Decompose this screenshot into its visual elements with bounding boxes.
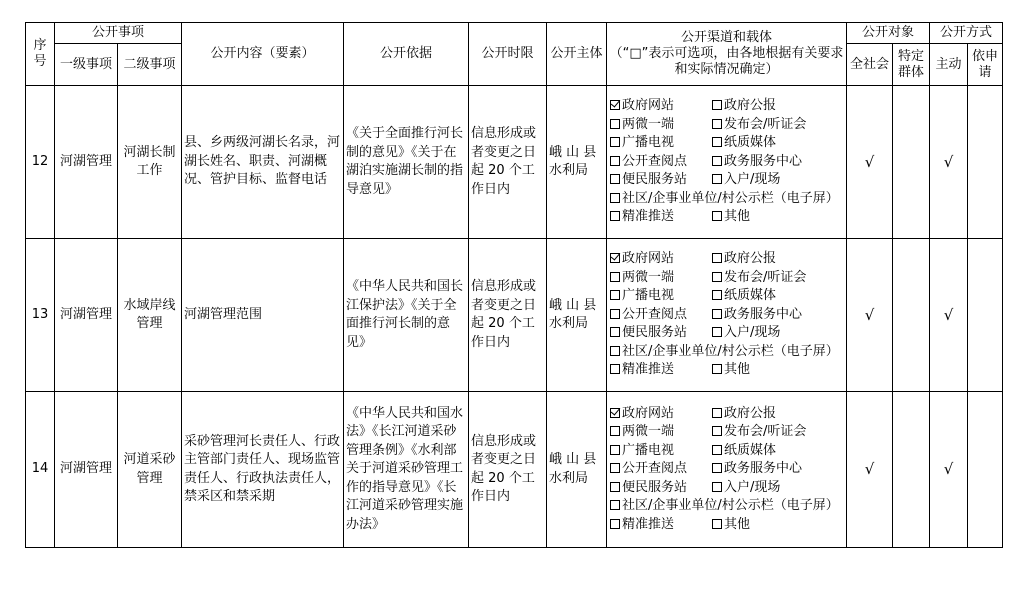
checkbox-icon[interactable] bbox=[712, 364, 722, 374]
channel-line bbox=[610, 97, 843, 116]
row-level2: 河湖长制工作 bbox=[118, 86, 182, 239]
disclosure-table bbox=[25, 22, 1003, 548]
channel-option-label: 入户/现场 bbox=[724, 479, 781, 495]
channel-option-label: 精准推送 bbox=[622, 516, 675, 532]
channel-line bbox=[610, 190, 843, 209]
channel-line bbox=[610, 171, 843, 190]
row-target-group bbox=[893, 239, 930, 392]
channel-option-label: 广播电视 bbox=[622, 288, 675, 304]
checkbox-icon[interactable] bbox=[712, 272, 722, 282]
channel-option[interactable] bbox=[610, 442, 712, 461]
checkbox-icon[interactable] bbox=[610, 290, 620, 300]
channel-option-label: 入户/现场 bbox=[724, 172, 781, 188]
row-target-group bbox=[893, 392, 930, 548]
channel-option[interactable] bbox=[610, 343, 839, 362]
channel-option-label: 公开查阅点 bbox=[622, 306, 688, 322]
channel-line bbox=[610, 153, 843, 172]
channel-line bbox=[610, 516, 843, 535]
checkbox-icon[interactable] bbox=[712, 445, 722, 455]
row-time-limit: 信息形成或者变更之日起 20 个工作日内 bbox=[469, 392, 547, 548]
channel-line bbox=[610, 423, 843, 442]
channel-option-label: 政府公报 bbox=[724, 251, 777, 267]
row-method-apply bbox=[968, 392, 1003, 548]
channel-option[interactable] bbox=[610, 134, 712, 153]
checkbox-icon[interactable] bbox=[610, 272, 620, 282]
checkbox-icon[interactable] bbox=[610, 426, 620, 436]
checkbox-icon[interactable] bbox=[610, 327, 620, 337]
header-basis: 公开依据 bbox=[344, 23, 469, 86]
channel-option[interactable] bbox=[610, 153, 712, 172]
channel-option[interactable] bbox=[712, 250, 776, 269]
row-target-group bbox=[893, 86, 930, 239]
table-header bbox=[26, 23, 1003, 86]
checkbox-icon[interactable] bbox=[610, 445, 620, 455]
header-method-apply: 依申请 bbox=[968, 44, 1003, 86]
channel-option-label: 广播电视 bbox=[622, 135, 675, 151]
channel-option-label: 其他 bbox=[724, 362, 751, 378]
header-seq: 序号 bbox=[26, 23, 55, 86]
row-basis: 《关于全面推行河长制的意见》《关于在湖泊实施湖长制的指导意见》 bbox=[344, 86, 469, 239]
checkbox-icon[interactable] bbox=[712, 253, 722, 263]
checkbox-icon[interactable] bbox=[712, 519, 722, 529]
row-time-limit: 信息形成或者变更之日起 20 个工作日内 bbox=[469, 86, 547, 239]
channel-option-label: 纸质媒体 bbox=[724, 442, 777, 458]
channel-option[interactable] bbox=[712, 97, 776, 116]
row-seq: 13 bbox=[26, 239, 55, 392]
channel-option[interactable] bbox=[610, 250, 712, 269]
checkbox-icon[interactable] bbox=[712, 290, 722, 300]
channel-option[interactable] bbox=[712, 361, 750, 380]
header-target-all: 全社会 bbox=[847, 44, 893, 86]
checked-checkbox-icon[interactable] bbox=[610, 253, 620, 263]
channel-option-label: 两微一端 bbox=[622, 116, 675, 132]
checkbox-icon[interactable] bbox=[712, 119, 722, 129]
channel-option[interactable] bbox=[712, 134, 776, 153]
row-level2: 水域岸线管理 bbox=[118, 239, 182, 392]
row-target-all: √ bbox=[847, 392, 893, 548]
row-target-all: √ bbox=[847, 239, 893, 392]
header-level1: 一级事项 bbox=[55, 44, 118, 86]
channel-line bbox=[610, 361, 843, 380]
channel-line bbox=[610, 479, 843, 498]
checkbox-icon[interactable] bbox=[610, 211, 620, 221]
channel-option-label: 公开查阅点 bbox=[622, 153, 688, 169]
channel-option-label: 社区/企事业单位/村公示栏（电子屏） bbox=[622, 498, 839, 514]
row-seq: 14 bbox=[26, 392, 55, 548]
row-method-active: √ bbox=[930, 86, 968, 239]
table-body bbox=[26, 86, 1003, 548]
channel-option-label: 政府网站 bbox=[622, 98, 675, 114]
channel-line bbox=[610, 405, 843, 424]
channel-option[interactable] bbox=[712, 460, 802, 479]
checkbox-icon[interactable] bbox=[610, 364, 620, 374]
channel-option-label: 便民服务站 bbox=[622, 479, 688, 495]
checkbox-icon[interactable] bbox=[610, 346, 620, 356]
header-channel bbox=[607, 23, 847, 86]
row-channels bbox=[607, 86, 847, 239]
header-content: 公开内容（要素） bbox=[182, 23, 344, 86]
channel-option-label: 公开查阅点 bbox=[622, 461, 688, 477]
checkbox-icon[interactable] bbox=[712, 174, 722, 184]
channel-option-label: 其他 bbox=[724, 209, 751, 225]
channel-option-label: 纸质媒体 bbox=[724, 288, 777, 304]
checkbox-icon[interactable] bbox=[712, 211, 722, 221]
header-method-active: 主动 bbox=[930, 44, 968, 86]
row-level1: 河湖管理 bbox=[55, 239, 118, 392]
channel-option[interactable] bbox=[712, 208, 750, 227]
channel-option-label: 发布会/听证会 bbox=[724, 424, 807, 440]
channel-line bbox=[610, 497, 843, 516]
channel-option-label: 便民服务站 bbox=[622, 325, 688, 341]
channel-option-label: 社区/企事业单位/村公示栏（电子屏） bbox=[622, 343, 839, 359]
channel-option[interactable] bbox=[610, 287, 712, 306]
header-channel-note: （“□”表示可选项，由各地根据有关要求和实际情况确定） bbox=[609, 46, 844, 77]
checkbox-icon[interactable] bbox=[610, 309, 620, 319]
channel-option[interactable] bbox=[610, 306, 712, 325]
channel-option-label: 政府网站 bbox=[622, 405, 675, 421]
header-method: 公开方式 bbox=[930, 23, 1003, 44]
channel-line bbox=[610, 306, 843, 325]
header-channel-title: 公开渠道和载体 bbox=[681, 30, 773, 45]
channel-option-label: 两微一端 bbox=[622, 269, 675, 285]
channel-option[interactable] bbox=[610, 460, 712, 479]
header-target: 公开对象 bbox=[847, 23, 930, 44]
checkbox-icon[interactable] bbox=[712, 309, 722, 319]
row-level2: 河道采砂管理 bbox=[118, 392, 182, 548]
channel-option-label: 政府公报 bbox=[724, 405, 777, 421]
channel-option[interactable] bbox=[712, 269, 806, 288]
row-subject: 峨 山 县水利局 bbox=[547, 86, 607, 239]
channel-option-label: 政府公报 bbox=[724, 98, 777, 114]
channel-option[interactable] bbox=[610, 423, 712, 442]
channel-option[interactable] bbox=[712, 153, 802, 172]
table-row bbox=[26, 86, 1003, 239]
row-content: 县、乡两级河湖长名录，河湖长姓名、职责、河湖概况、管护目标、监督电话 bbox=[182, 86, 344, 239]
row-seq: 12 bbox=[26, 86, 55, 239]
channel-line bbox=[610, 442, 843, 461]
channel-option[interactable] bbox=[712, 405, 776, 424]
checkbox-icon[interactable] bbox=[712, 408, 722, 418]
checkbox-icon[interactable] bbox=[610, 482, 620, 492]
checkbox-icon[interactable] bbox=[610, 463, 620, 473]
channel-option[interactable] bbox=[610, 361, 712, 380]
channel-option-label: 发布会/听证会 bbox=[724, 116, 807, 132]
row-method-active: √ bbox=[930, 239, 968, 392]
row-basis: 《中华人民共和国水法》《长江河道采砂管理条例》《水利部关于河道采砂管理工作的指导意见》《长江河道采砂管理实施办法》 bbox=[344, 392, 469, 548]
channel-line bbox=[610, 324, 843, 343]
channel-option[interactable] bbox=[610, 190, 839, 209]
row-channels bbox=[607, 392, 847, 548]
row-time-limit: 信息形成或者变更之日起 20 个工作日内 bbox=[469, 239, 547, 392]
row-level1: 河湖管理 bbox=[55, 86, 118, 239]
checkbox-icon[interactable] bbox=[712, 100, 722, 110]
channel-option-label: 社区/企事业单位/村公示栏（电子屏） bbox=[622, 190, 839, 206]
checkbox-icon[interactable] bbox=[610, 500, 620, 510]
channel-line bbox=[610, 343, 843, 362]
row-content: 采砂管理河长责任人、行政主管部门责任人、现场监管责任人、行政执法责任人，禁采区和禁采期 bbox=[182, 392, 344, 548]
channel-option[interactable] bbox=[712, 287, 776, 306]
checkbox-icon[interactable] bbox=[610, 174, 620, 184]
channel-option[interactable] bbox=[712, 423, 806, 442]
channel-option-label: 其他 bbox=[724, 516, 751, 532]
row-channels bbox=[607, 239, 847, 392]
checked-checkbox-icon[interactable] bbox=[610, 408, 620, 418]
channel-option-label: 政府网站 bbox=[622, 251, 675, 267]
checkbox-icon[interactable] bbox=[610, 119, 620, 129]
channel-option-label: 两微一端 bbox=[622, 424, 675, 440]
channel-line bbox=[610, 116, 843, 135]
channel-option[interactable] bbox=[712, 516, 750, 535]
channel-option-label: 精准推送 bbox=[622, 362, 675, 378]
channel-line bbox=[610, 269, 843, 288]
channel-option[interactable] bbox=[712, 116, 806, 135]
table-row bbox=[26, 392, 1003, 548]
header-matter: 公开事项 bbox=[55, 23, 182, 44]
channel-option[interactable] bbox=[610, 479, 712, 498]
checkbox-icon[interactable] bbox=[712, 137, 722, 147]
header-time-limit: 公开时限 bbox=[469, 23, 547, 86]
channel-option-label: 纸质媒体 bbox=[724, 135, 777, 151]
channel-option-label: 政务服务中心 bbox=[724, 306, 803, 322]
channel-option[interactable] bbox=[610, 324, 712, 343]
row-subject: 峨 山 县水利局 bbox=[547, 392, 607, 548]
channel-option[interactable] bbox=[610, 269, 712, 288]
channel-option[interactable] bbox=[610, 208, 712, 227]
channel-line bbox=[610, 287, 843, 306]
checkbox-icon[interactable] bbox=[712, 426, 722, 436]
channel-option-label: 便民服务站 bbox=[622, 172, 688, 188]
channel-option[interactable] bbox=[610, 171, 712, 190]
row-method-active: √ bbox=[930, 392, 968, 548]
channel-line bbox=[610, 250, 843, 269]
channel-option[interactable] bbox=[610, 497, 839, 516]
channel-option[interactable] bbox=[610, 405, 712, 424]
row-target-all: √ bbox=[847, 86, 893, 239]
checkbox-icon[interactable] bbox=[712, 482, 722, 492]
channel-option[interactable] bbox=[712, 479, 780, 498]
channel-option[interactable] bbox=[610, 97, 712, 116]
checkbox-icon[interactable] bbox=[610, 156, 620, 166]
row-level1: 河湖管理 bbox=[55, 392, 118, 548]
row-basis: 《中华人民共和国长江保护法》《关于全面推行河长制的意见》 bbox=[344, 239, 469, 392]
channel-option[interactable] bbox=[712, 324, 780, 343]
channel-option-label: 精准推送 bbox=[622, 209, 675, 225]
channel-option-label: 发布会/听证会 bbox=[724, 269, 807, 285]
channel-option-label: 入户/现场 bbox=[724, 325, 781, 341]
channel-option[interactable] bbox=[610, 516, 712, 535]
checkbox-icon[interactable] bbox=[712, 463, 722, 473]
channel-option[interactable] bbox=[610, 116, 712, 135]
checkbox-icon[interactable] bbox=[712, 156, 722, 166]
header-level2: 二级事项 bbox=[118, 44, 182, 86]
channel-line bbox=[610, 134, 843, 153]
row-method-apply bbox=[968, 86, 1003, 239]
row-method-apply bbox=[968, 239, 1003, 392]
channel-option[interactable] bbox=[712, 171, 780, 190]
channel-option[interactable] bbox=[712, 442, 776, 461]
checkbox-icon[interactable] bbox=[610, 193, 620, 203]
channel-option-label: 广播电视 bbox=[622, 442, 675, 458]
checkbox-icon[interactable] bbox=[610, 137, 620, 147]
row-subject: 峨 山 县水利局 bbox=[547, 239, 607, 392]
header-target-group: 特定群体 bbox=[893, 44, 930, 86]
checkbox-icon[interactable] bbox=[610, 519, 620, 529]
channel-line bbox=[610, 460, 843, 479]
table-row bbox=[26, 239, 1003, 392]
channel-line bbox=[610, 208, 843, 227]
channel-option-label: 政务服务中心 bbox=[724, 461, 803, 477]
checked-checkbox-icon[interactable] bbox=[610, 100, 620, 110]
header-subject: 公开主体 bbox=[547, 23, 607, 86]
channel-option-label: 政务服务中心 bbox=[724, 153, 803, 169]
row-content: 河湖管理范围 bbox=[182, 239, 344, 392]
channel-option[interactable] bbox=[712, 306, 802, 325]
checkbox-icon[interactable] bbox=[712, 327, 722, 337]
